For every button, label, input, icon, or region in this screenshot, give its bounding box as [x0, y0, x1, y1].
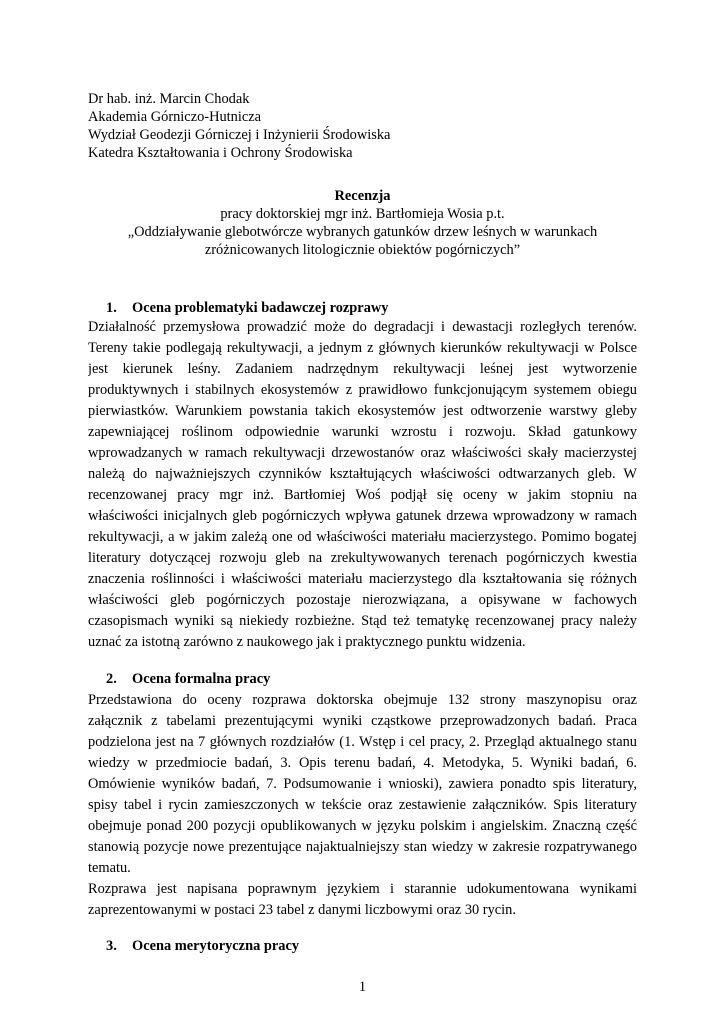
section-2-paragraph-2	[88, 879, 637, 921]
paragraph-line: właściwości inicjalnych gleb pogórniczych wpływa gatunek drzewa wprowadzony w ramach	[88, 508, 637, 524]
paragraph-line: zapewniającej roślinom odpowiednie warunki wzrostu i rozwoju. Skład gatunkowy	[88, 424, 637, 440]
review-title-block	[88, 187, 637, 259]
paragraph-line: podzielona jest na 7 głównych rozdziałów (1. Wstęp i cel pracy, 2. Przegląd aktualnego stanu	[88, 734, 637, 750]
section-3-heading	[0, 936, 725, 957]
review-heading: Recenzja	[334, 188, 391, 204]
section-1-heading	[0, 298, 725, 319]
paragraph-line: Działalność przemysłowa prowadzić może do degradacji i dewastacji rozległych terenów.	[88, 319, 637, 335]
section-number: 1.	[106, 300, 117, 316]
paragraph-line: Omówienie wyników badań, 7. Podsumowanie i wnioski), zawiera ponadto spis literatury,	[88, 776, 637, 792]
section-2-heading	[0, 669, 725, 690]
paragraph-last-line: uznać za istotną zarówno z naukowego jak i praktycznego punktu widzenia.	[88, 634, 526, 650]
paragraph-last-line: tematu.	[88, 860, 131, 876]
paragraph-line: właściwości gleb pogórniczych pozostaje nierozwiązana, a opisywane w fachowych	[88, 592, 637, 608]
paragraph-line: produktywnych i stabilnych ekosystemów z prawidłowo funkcjonującym systemem obiegu	[88, 382, 637, 398]
paragraph-line: czasopismach wyniki są niekiedy rozbieżne. Stąd też tematykę recenzowanej pracy należy	[88, 613, 637, 629]
paragraph-last-line: zaprezentowanymi w postaci 23 tabel z danymi liczbowymi oraz 30 rycin.	[88, 902, 516, 918]
author-name: Dr hab. inż. Marcin Chodak	[88, 91, 250, 107]
thesis-title-line: zróżnicowanych litologicznie obiektów pogórniczych”	[204, 242, 521, 258]
paragraph-line: Przedstawiona do oceny rozprawa doktorska obejmuje 132 strony maszynopisu oraz	[88, 692, 637, 708]
paragraph-line: stanowią pozycje nowe prezentujące najaktualniejszy stan wiedzy w zakresie rozpatrywanego	[88, 839, 637, 855]
paragraph-line: obejmuje ponad 200 pozycji opublikowanych w języku polskim i angielskim. Znaczną część	[88, 818, 637, 834]
paragraph-line: jest kierunek leśny. Zadaniem nadrzędnym rekultywacji leśnej jest wytworzenie	[88, 361, 637, 377]
author-header	[88, 90, 637, 162]
paragraph-line: załącznik z tabelami prezentującymi wyniki cząstkowe przeprowadzonych badań. Praca	[88, 713, 637, 729]
faculty-name: Wydział Geodezji Górniczej i Inżynierii Środowiska	[88, 127, 391, 143]
department-name: Katedra Kształtowania i Ochrony Środowiska	[88, 145, 353, 161]
paragraph-line: wiedzy w przedmiocie badań, 3. Opis terenu badań, 4. Metodyka, 5. Wyniki badań, 6.	[88, 755, 637, 771]
paragraph-line: wprowadzanych w ramach rekultywacji drzewostanów oraz właściwości skały macierzystej	[88, 445, 637, 461]
section-title: Ocena formalna pracy	[132, 671, 271, 687]
university-name: Akademia Górniczo-Hutnicza	[88, 109, 262, 125]
paragraph-line: Tereny takie podlegają rekultywacji, a jednym z głównych kierunków rekultywacji w Polsce	[88, 340, 637, 356]
paragraph-line: pierwiastków. Warunkiem powstania takich ekosystemów jest odtworzenie warstwy gleby	[88, 403, 637, 419]
page-number: 1	[358, 979, 367, 995]
review-subtitle: pracy doktorskiej mgr inż. Bartłomieja Wosia p.t.	[220, 206, 505, 222]
section-title: Ocena problematyki badawczej rozprawy	[132, 300, 389, 316]
paragraph-line: rekultywacji, a w jakim zależą one od właściwości materiału macierzystego. Pomimo bogatej	[88, 529, 637, 545]
paragraph-line: spisy tabel i rycin zamieszczonych w tekście oraz zestawienie załączników. Spis literatury	[88, 797, 637, 813]
section-2-paragraph-1	[88, 690, 637, 879]
paragraph-line: recenzowanej pracy mgr inż. Bartłomiej Woś podjął się oceny w jakim stopniu na	[88, 487, 637, 503]
section-1-paragraph	[88, 317, 637, 653]
paragraph-line: znaczenia roślinności i właściwości materiału macierzystego dla kształtowania się różnych	[88, 571, 637, 587]
section-title: Ocena merytoryczna pracy	[132, 938, 300, 954]
thesis-title-line: „Oddziaływanie glebotwórcze wybranych gatunków drzew leśnych w warunkach	[127, 224, 598, 240]
section-number: 2.	[106, 671, 117, 687]
paragraph-line: literatury dotyczącej rozwoju gleb na zrekultywowanych terenach pogórniczych kwestia	[88, 550, 637, 566]
section-2-body	[88, 690, 637, 921]
section-number: 3.	[106, 938, 117, 954]
paragraph-line: Rozprawa jest napisana poprawnym językiem i starannie udokumentowana wynikami	[88, 881, 637, 897]
paragraph-line: należą do najważniejszych czynników kształtujących właściwości odtwarzanych gleb. W	[88, 466, 637, 482]
